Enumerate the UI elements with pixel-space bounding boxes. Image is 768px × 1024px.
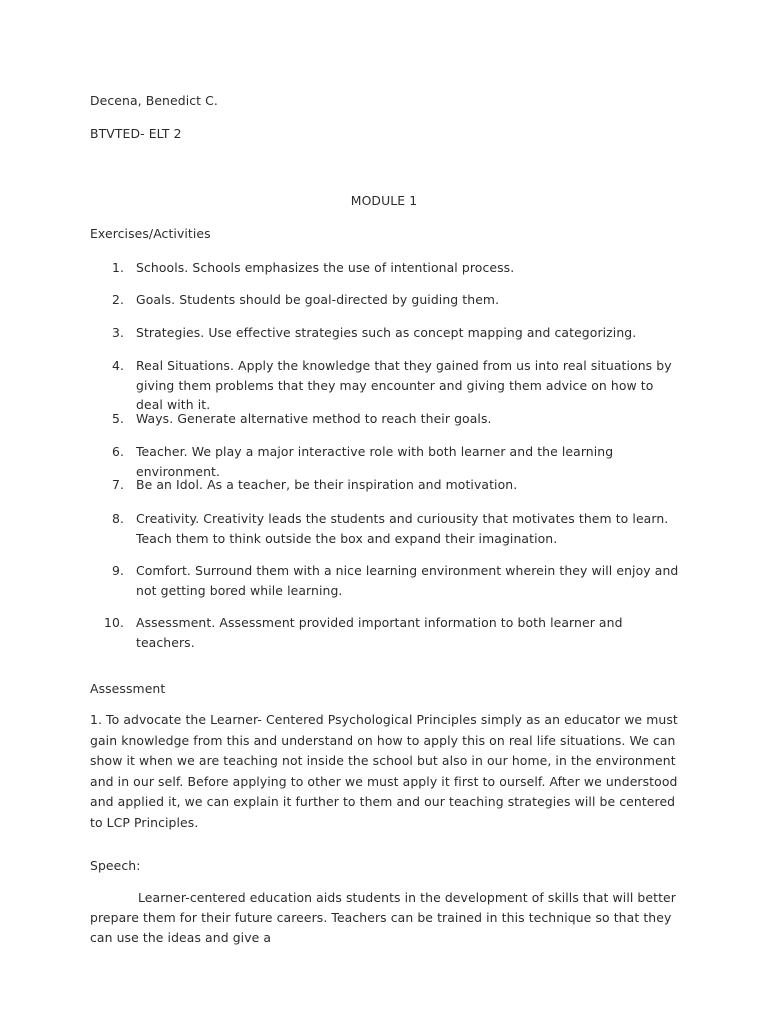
list-item-text: Creativity. Creativity leads the students and curiousity that motivates them to learn. Teach them to think outside the box and expand their imagination.	[136, 511, 669, 546]
list-item-text: Schools. Schools emphasizes the use of intentional process.	[136, 260, 515, 275]
list-item-number: 6.	[111, 444, 124, 459]
list-item-number: 5.	[111, 411, 124, 426]
course-code: BTVTED- ELT 2	[90, 126, 182, 141]
assessment-heading: Assessment	[90, 681, 166, 696]
list-item-number: 4.	[111, 358, 124, 373]
list-item-number: 2.	[111, 292, 124, 307]
module-title: MODULE 1	[350, 193, 418, 208]
list-item-number: 8.	[111, 511, 124, 526]
list-item-text: Ways. Generate alternative method to reach their goals.	[136, 411, 492, 426]
list-item-text: Real Situations. Apply the knowledge that they gained from us into real situations by giving them problems that they may encounter and giving them advice on how to deal with it.	[136, 358, 672, 412]
list-item-number: 9.	[111, 563, 124, 578]
speech-paragraph: Learner-centered education aids students in the development of skills that will better prepare them for their future careers. Teachers can be trained in this technique so that they can use the ideas and give a	[90, 890, 676, 945]
list-item-text: Goals. Students should be goal-directed by guiding them.	[136, 292, 500, 307]
list-item-text: Strategies. Use effective strategies such as concept mapping and categorizing.	[136, 325, 637, 340]
list-item-text: Be an Idol. As a teacher, be their inspiration and motivation.	[136, 477, 518, 492]
speech-heading: Speech:	[90, 858, 141, 873]
list-item-text: Teacher. We play a major interactive role with both learner and the learning environment.	[136, 444, 614, 479]
list-item-number: 7.	[111, 477, 124, 492]
list-item-number: 3.	[111, 325, 124, 340]
assessment-paragraph: 1. To advocate the Learner- Centered Psychological Principles simply as an educator we must gain knowledge from this and understand on how to apply this on real life situations. We can show it when we are teaching not inside the school but also in our home, in the environment and in our self. Before applying to other we must apply it first to ourself. After we understood and applied it, we can explain it further to them and our teaching strategies will be centered to LCP Principles.	[90, 712, 678, 830]
list-item-number: 10.	[103, 615, 124, 630]
list-item-text: Comfort. Surround them with a nice learning environment wherein they will enjoy and not getting bored while learning.	[136, 563, 679, 598]
list-item-text: Assessment. Assessment provided important information to both learner and teachers.	[136, 615, 623, 650]
author-name: Decena, Benedict C.	[90, 93, 218, 108]
list-item-number: 1.	[111, 260, 124, 275]
exercises-heading: Exercises/Activities	[90, 226, 211, 241]
